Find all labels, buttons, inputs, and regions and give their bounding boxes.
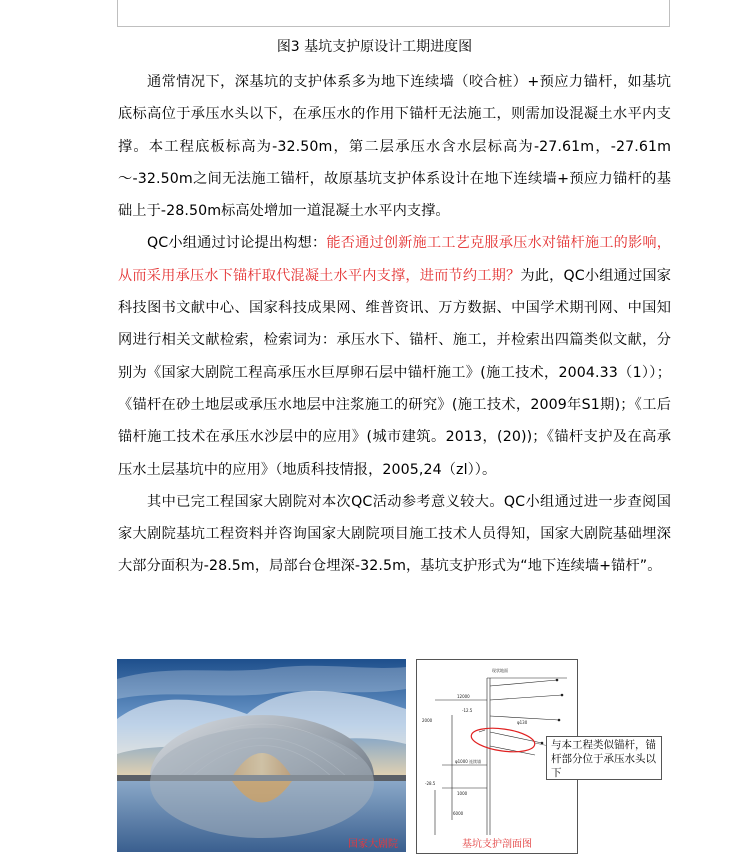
paragraph-3: 其中已完工程国家大剧院对本次QC活动参考意义较大。QC小组通过进一步查阅国家大剧院基坑工程资料并咨询国家大剧院项目施工技术人员得知，国家大剧院基础埋深大部分面积为-28.5m，局部台仓埋深-32.5m，基坑支护形式为“地下连续墙+锚杆”。 <box>118 493 671 575</box>
diagram-label-12000: 12000 <box>457 694 470 699</box>
diagram-label-wall: φ1000 连续墙 <box>455 759 482 764</box>
page-header-border <box>117 0 670 27</box>
theater-photo <box>117 659 406 852</box>
paragraph-2-highlight: 能否通过创新施工工艺克服承压水对锚杆施工的影响，从而采用承压水下锚杆取代混凝土水平内支撑，进而节约工期？ <box>118 235 672 284</box>
diagram-caption: 基坑支护剖面图 <box>462 839 532 850</box>
figure-caption: 图3 基坑支护原设计工期进度图 <box>276 39 473 55</box>
diagram-label-level2: -28.5 <box>425 781 436 786</box>
paragraph-1: 通常情况下，深基坑的支护体系多为地下连续墙（咬合桩）+预应力锚杆，如基坑底标高位于承压水头以下，在承压水的作用下锚杆无法施工，则需加设混凝土水平内支撑。本工程底板标高为-32.50m，第二层承压水含水层标高为-27.61m，-27.61m～-32.50m之间无法施工锚杆，故原基坑支护体系设计在地下连续墙+预应力锚杆的基础上于-28.50m标高处增加一道混凝土水平内支撑。 <box>118 74 671 220</box>
diagram-label-6000: 6000 <box>453 811 464 816</box>
diagram-label-level1: -12.5 <box>462 708 473 713</box>
theater-photo-image <box>117 659 406 852</box>
callout-ellipse <box>470 725 536 756</box>
paragraph-2-rest: 为此，QC小组通过国家科技图书文献中心、国家科技成果网、维普资讯、万方数据、中国学术期刊网、中国知网进行相关文献检索，检索词为：承压水下、锚杆、施工，并检索出四篇类似文献，分别为《国家大剧院工程高承压水巨厚卵石层中锚杆施工》(施工技术，2004.33（1））；《锚杆在砂土地层或承压水地层中注浆施工的研究》(施工技术，2009年S1期)；《工后锚杆施工技术在承压水沙层中的应用》(城市建筑。2013，(20))；《锚杆支护及在高承压水土层基坑中的应用》（地质科技情报，2005,24（zl））。 <box>118 267 671 478</box>
paragraph-2-intro: QC小组通过讨论提出构想： <box>147 235 327 252</box>
photo-caption: 国家大剧院 <box>348 839 398 850</box>
document-body <box>118 66 671 583</box>
diagram-label-2000: 2000 <box>422 718 433 723</box>
diagram-label-1000: 1000 <box>457 791 468 796</box>
diagram-label-anchor: φ130 <box>517 720 528 725</box>
paragraph-2 <box>118 227 671 485</box>
diagram-label-existing: 现状地面 <box>492 668 508 673</box>
callout-box: 与本工程类似锚杆，锚杆部分位于承压水头以下 <box>546 736 662 780</box>
